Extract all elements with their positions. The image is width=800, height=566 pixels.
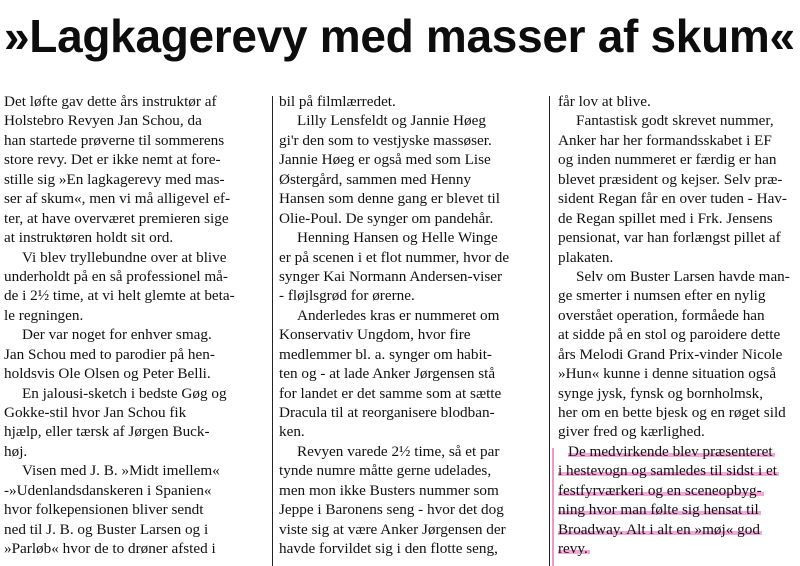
text-line: de Regan spillet med i Frk. Jensens	[558, 209, 773, 227]
text-line: Hansen som denne gang er blevet til	[279, 190, 500, 208]
text-line: Selv om Buster Larsen havde man-	[576, 267, 790, 285]
highlighted-text-line	[558, 500, 798, 519]
text-line: Anderledes kras er nummeret om	[297, 306, 500, 324]
text-line: Jeppe i Baronens seng - hvor det dog	[279, 501, 504, 519]
text-line: Henning Hansen og Helle Winge	[297, 229, 498, 247]
text-line: stille sig »En lagkagerevy med mas-	[4, 170, 225, 188]
text-line: at sidde på en stol og paroidere dette	[558, 326, 781, 344]
text-line: synge jysk, fynsk og bornholmsk,	[558, 384, 764, 402]
text-line: viste sig at være Anker Jørgensen der	[279, 520, 506, 538]
text-line: Holstebro Revyen Jan Schou, da	[4, 112, 202, 130]
article-column-2	[279, 92, 541, 559]
text-line: Lilly Lensfeldt og Jannie Høeg	[297, 112, 486, 130]
text-line: Olie-Poul. De synger om pandehår.	[279, 209, 494, 227]
highlighted-text-line	[558, 481, 798, 500]
text-line: Vi blev tryllebundne over at blive	[22, 248, 227, 266]
text-line: og inden nummeret er færdig er han	[558, 151, 777, 169]
text-line: Det løfte gav dette års instruktør af	[4, 93, 217, 110]
text-line: medlemmer bl. a. synger om habit-	[279, 345, 492, 363]
text-line: han startede prøverne til sommerens	[4, 131, 225, 149]
headline: »Lagkagerevy med masser af skum«	[4, 10, 795, 62]
text-line: Revyen varede 2½ time, så et par	[297, 442, 500, 460]
text-line: Jan Schou med to parodier på hen-	[4, 345, 215, 363]
text-line: ken.	[279, 423, 305, 441]
text-line: for landet er det samme som at sætte	[279, 384, 502, 402]
text-line: blevet præsident og kejser. Selv præ-	[558, 170, 783, 188]
text-line: hjælp, eller tærsk af Jørgen Buck-	[4, 423, 210, 441]
highlight-mark: Broadway. Alt i alt en »møj« god	[558, 520, 760, 538]
text-line: ten og - at lade Anker Jørgensen stå	[279, 365, 496, 383]
text-line: synger Kai Normann Andersen-viser	[279, 267, 503, 285]
text-line: tynde numre måtte gerne udelades,	[279, 462, 492, 480]
text-line: - fløjlsgrød for ørerne.	[279, 287, 415, 305]
article-column-1	[4, 92, 266, 559]
text-line: ned til J. B. og Buster Larsen og i	[4, 520, 209, 538]
highlighted-text-line	[558, 520, 798, 539]
text-line: »Hun« kunne i denne situation også	[558, 365, 777, 383]
text-line: giver fred og kærlighed.	[558, 423, 705, 441]
text-line: Gokke-stil hvor Jan Schou fik	[4, 404, 187, 421]
highlight-mark: revy.	[558, 540, 588, 558]
text-line: le regningen.	[4, 306, 84, 324]
text-line: at instruktøren holdt sit ord.	[4, 229, 174, 247]
text-line: års Melodi Grand Prix-vinder Nicole	[558, 345, 783, 363]
highlight-mark: De medvirkende blev præsenteret	[568, 442, 773, 460]
text-line: Anker har her formandsskabet i EF	[558, 131, 772, 149]
text-line: underholdt på en så professionel må-	[4, 267, 228, 285]
highlighted-text-line	[558, 442, 798, 461]
text-line: pensionat, var han forlængst pillet af	[558, 229, 781, 247]
text-line: ter, at have overværet premieren sige	[4, 209, 229, 227]
text-line: overstået operation, formåede han	[558, 306, 765, 324]
column-divider	[549, 96, 550, 566]
text-line: her om en bette bjesk og en røget sild	[558, 404, 786, 421]
text-line: -»Udenlandsdanskeren i Spanien«	[4, 481, 212, 499]
text-line: sident Regan får en over tuden - Hav-	[558, 190, 787, 208]
text-line: holdsvis Ole Olsen og Peter Belli.	[4, 365, 211, 383]
text-line: Jannie Høeg er også med som Lise	[279, 151, 491, 169]
article-column-3	[558, 92, 798, 559]
text-line: de i 2½ time, at vi helt glemte at beta-	[4, 287, 235, 305]
highlighted-text-line	[558, 461, 798, 480]
column-divider	[272, 96, 273, 566]
text-line: Konservativ Ungdom, hvor fire	[279, 326, 471, 344]
text-line: Østergård, sammen med Henny	[279, 170, 472, 188]
text-line: Der var noget for enhver smag.	[22, 326, 212, 344]
text-line: havde forvildet sig i den flotte seng,	[279, 540, 498, 558]
highlight-mark: ning hvor man følte sig hensat til	[558, 501, 759, 519]
text-line: er på scenen i et flot nummer, hvor de	[279, 248, 510, 266]
text-line: Dracula til at reorganisere blodban-	[279, 404, 495, 421]
text-line: Fantastisk godt skrevet nummer,	[576, 112, 774, 130]
text-line: får lov at blive.	[558, 93, 651, 110]
highlight-mark: festfyrværkeri og en sceneopbyg-	[558, 481, 762, 499]
text-line: »Parløb« hvor de to drøner afsted i	[4, 540, 216, 558]
text-line: ge smerter i numsen efter en nylig	[558, 287, 766, 305]
text-line: Visen med J. B. »Midt imellem«	[22, 462, 220, 480]
text-line: bil på filmlærredet.	[279, 93, 396, 110]
text-line: hvor folkepensionen bliver sendt	[4, 501, 204, 519]
text-line: høj.	[4, 442, 28, 460]
text-line: plakaten.	[558, 248, 614, 266]
text-line: ser af skum«, men vi må alligevel ef-	[4, 190, 231, 208]
highlight-mark: i hestevogn og samledes til sidst i et	[558, 462, 777, 480]
text-line: gi'r den som to vestjyske massøser.	[279, 131, 492, 149]
highlighted-text-line	[558, 539, 798, 558]
text-line: men mon ikke Busters nummer som	[279, 481, 499, 499]
text-line: store revy. Det er ikke nemt at fore-	[4, 151, 221, 169]
text-line: En jalousi-sketch i bedste Gøg og	[22, 384, 227, 402]
